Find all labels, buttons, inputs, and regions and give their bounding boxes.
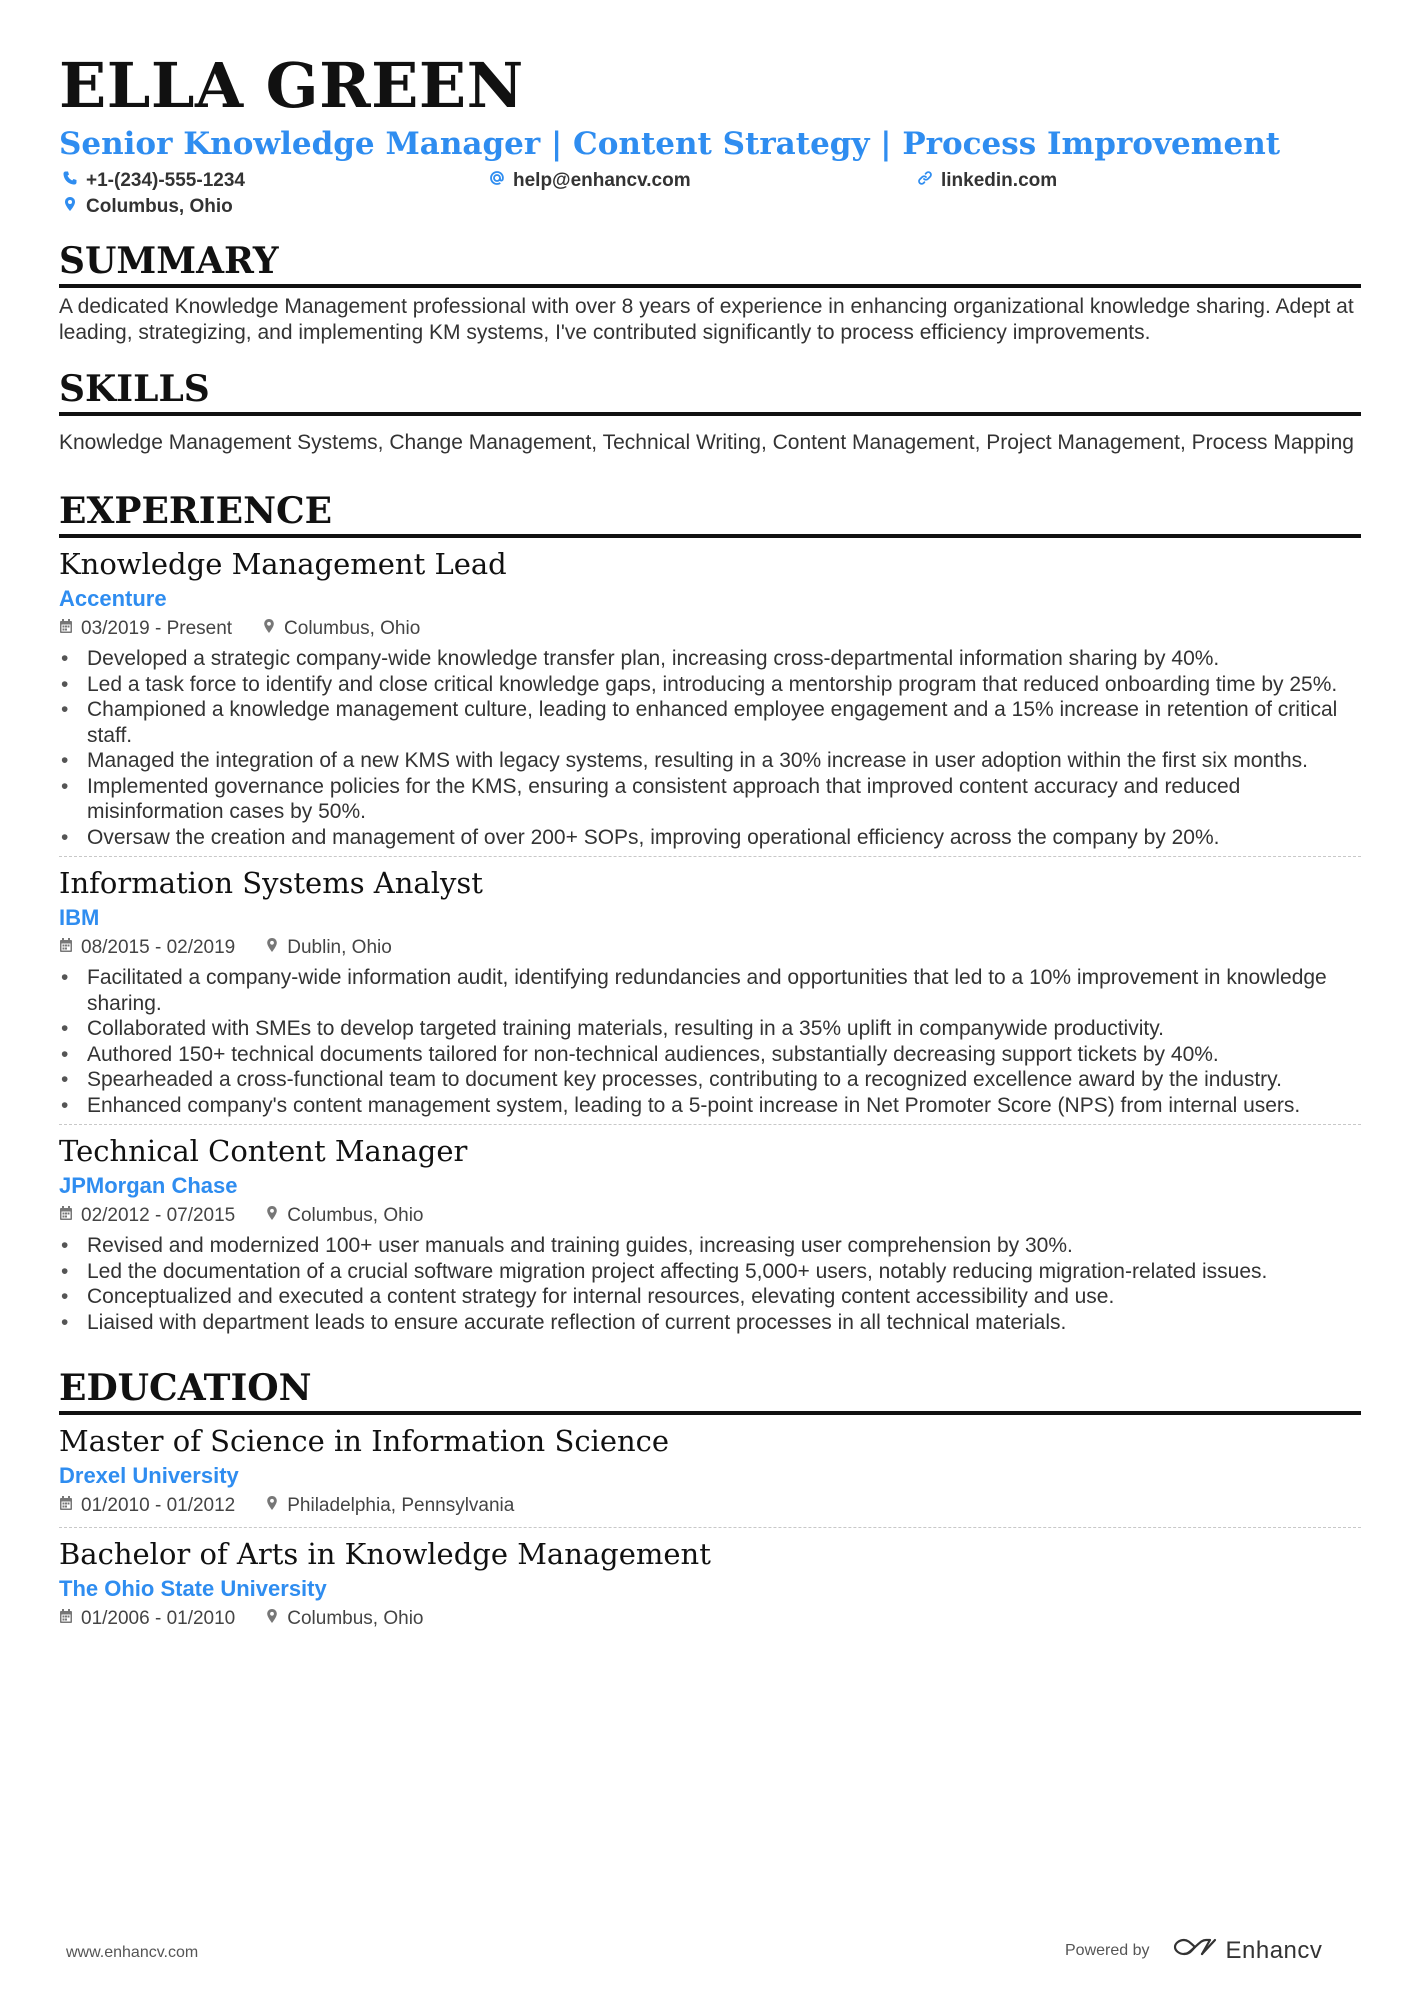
entry-meta — [59, 1604, 1361, 1634]
location-pin-icon — [265, 1491, 279, 1521]
degree-title: Master of Science in Information Science — [59, 1424, 670, 1458]
calendar-icon — [59, 1201, 73, 1231]
experience-heading: EXPERIENCE — [59, 488, 1361, 538]
location-pin-icon — [265, 1604, 279, 1634]
achievements-list — [59, 646, 1361, 850]
company-name: IBM — [59, 905, 100, 930]
phone-text: +1-(234)-555-1234 — [86, 170, 245, 191]
experience-entry — [59, 856, 1361, 1124]
dates-text: 01/2010 - 01/2012 — [81, 1495, 236, 1516]
summary-heading: SUMMARY — [59, 238, 1361, 288]
contact-location — [62, 194, 233, 220]
list-item: • Spearheaded a cross-functional team to document key processes, contributing to a recognized excellence award by the industry. — [59, 1067, 1361, 1093]
calendar-icon — [59, 1604, 73, 1634]
education-section — [59, 1365, 1361, 1640]
entry-location — [262, 614, 420, 644]
entry-location — [265, 1491, 514, 1521]
contact-info — [59, 168, 1361, 220]
experience-entry — [59, 538, 1361, 856]
footer-branding[interactable] — [1065, 1936, 1322, 1965]
linkedin-text: linkedin.com — [941, 170, 1058, 191]
list-item: • Implemented governance policies for the KMS, ensuring a consistent approach that improved content accuracy and reduced misinformation cases by 50%. — [59, 774, 1361, 825]
enhancv-logo-icon — [1172, 1936, 1218, 1965]
dates-text: 03/2019 - Present — [81, 618, 233, 639]
dates-text: 01/2006 - 01/2010 — [81, 1608, 236, 1629]
company-name: JPMorgan Chase — [59, 1173, 238, 1198]
list-item: • Led the documentation of a crucial software migration project affecting 5,000+ users, notably reducing migration-related issues. — [59, 1259, 1361, 1285]
entry-location — [265, 1604, 423, 1634]
link-icon — [917, 170, 933, 192]
location-text: Columbus, Ohio — [86, 196, 233, 217]
contact-linkedin[interactable] — [917, 168, 1057, 194]
resume-page — [59, 0, 1361, 1640]
skills-heading: SKILLS — [59, 366, 1361, 416]
job-title: Technical Content Manager — [59, 1134, 468, 1168]
entry-dates — [59, 614, 232, 644]
dates-text: 02/2012 - 07/2015 — [81, 1205, 236, 1226]
school-name: The Ohio State University — [59, 1576, 327, 1601]
summary-text: A dedicated Knowledge Management professional with over 8 years of experience in enhancing organizational knowledge sharing. Adept at leading, strategizing, and implementing KM systems, I've contributed significantly to process efficiency improvements. — [59, 295, 1354, 344]
list-item: • Facilitated a company-wide information audit, identifying redundancies and opportunities that led to a 10% improvement in knowledge sharing. — [59, 965, 1361, 1016]
education-heading: EDUCATION — [59, 1365, 1361, 1415]
achievements-list — [59, 965, 1361, 1118]
location-pin-icon — [62, 196, 78, 218]
entry-location — [265, 933, 392, 963]
brand-name: Enhancv — [1225, 1936, 1323, 1964]
company-name: Accenture — [59, 586, 167, 611]
candidate-headline: Senior Knowledge Manager | Content Strategy | Process Improvement — [59, 126, 1281, 162]
contact-email[interactable] — [489, 168, 691, 194]
calendar-icon — [59, 1491, 73, 1521]
job-title: Information Systems Analyst — [59, 866, 483, 900]
achievements-list — [59, 1233, 1361, 1335]
location-text: Dublin, Ohio — [287, 937, 392, 958]
calendar-icon — [59, 614, 73, 644]
powered-by-text: Powered by — [1065, 1941, 1150, 1959]
entry-meta — [59, 1201, 1361, 1231]
education-entry — [59, 1527, 1361, 1640]
job-title: Knowledge Management Lead — [59, 547, 507, 581]
location-pin-icon — [262, 614, 276, 644]
education-entry — [59, 1415, 1361, 1527]
list-item: • Liaised with department leads to ensure accurate reflection of current processes in all technical materials. — [59, 1310, 1361, 1336]
dates-text: 08/2015 - 02/2019 — [81, 937, 236, 958]
brand-logo — [1172, 1936, 1323, 1965]
list-item: • Authored 150+ technical documents tailored for non-technical audiences, substantially decreasing support tickets by 40%. — [59, 1042, 1361, 1068]
location-pin-icon — [265, 933, 279, 963]
location-pin-icon — [265, 1201, 279, 1231]
entry-dates — [59, 1201, 235, 1231]
location-text: Philadelphia, Pennsylvania — [287, 1495, 515, 1516]
summary-section — [59, 238, 1361, 346]
list-item: • Oversaw the creation and management of over 200+ SOPs, improving operational efficiency across the company by 20%. — [59, 825, 1361, 851]
entry-dates — [59, 933, 235, 963]
location-text: Columbus, Ohio — [284, 618, 421, 639]
list-item: • Championed a knowledge management culture, leading to enhanced employee engagement and a 15% increase in retention of critical staff. — [59, 697, 1361, 748]
location-text: Columbus, Ohio — [287, 1205, 424, 1226]
phone-icon — [62, 170, 78, 192]
entry-meta — [59, 1491, 1361, 1521]
entry-meta — [59, 614, 1361, 644]
list-item: • Conceptualized and executed a content strategy for internal resources, elevating content accessibility and use. — [59, 1284, 1361, 1310]
list-item: • Developed a strategic company-wide knowledge transfer plan, increasing cross-departmental information sharing by 40%. — [59, 646, 1361, 672]
experience-section — [59, 488, 1361, 1341]
calendar-icon — [59, 933, 73, 963]
candidate-name: ELLA GREEN — [59, 49, 524, 122]
skills-text: Knowledge Management Systems, Change Management, Technical Writing, Content Management, Project Management, Process Mapping — [59, 431, 1354, 454]
email-text: help@enhancv.com — [513, 170, 691, 191]
entry-location — [265, 1201, 423, 1231]
entry-dates — [59, 1604, 235, 1634]
at-icon — [489, 170, 505, 192]
contact-phone[interactable] — [62, 168, 245, 194]
skills-section — [59, 366, 1361, 456]
list-item: • Enhanced company's content management system, leading to a 5-point increase in Net Promoter Score (NPS) from internal users. — [59, 1093, 1361, 1119]
degree-title: Bachelor of Arts in Knowledge Management — [59, 1537, 711, 1571]
list-item: • Revised and modernized 100+ user manuals and training guides, increasing user comprehension by 30%. — [59, 1233, 1361, 1259]
list-item: • Managed the integration of a new KMS with legacy systems, resulting in a 30% increase in user adoption within the first six months. — [59, 748, 1361, 774]
school-name: Drexel University — [59, 1463, 239, 1488]
location-text: Columbus, Ohio — [287, 1608, 424, 1629]
entry-dates — [59, 1491, 235, 1521]
list-item: • Led a task force to identify and close critical knowledge gaps, introducing a mentorship program that reduced onboarding time by 25%. — [59, 672, 1361, 698]
list-item: • Collaborated with SMEs to develop targeted training materials, resulting in a 35% uplift in companywide productivity. — [59, 1016, 1361, 1042]
entry-meta — [59, 933, 1361, 963]
experience-entry — [59, 1124, 1361, 1341]
footer-website[interactable]: www.enhancv.com — [66, 1944, 199, 1961]
